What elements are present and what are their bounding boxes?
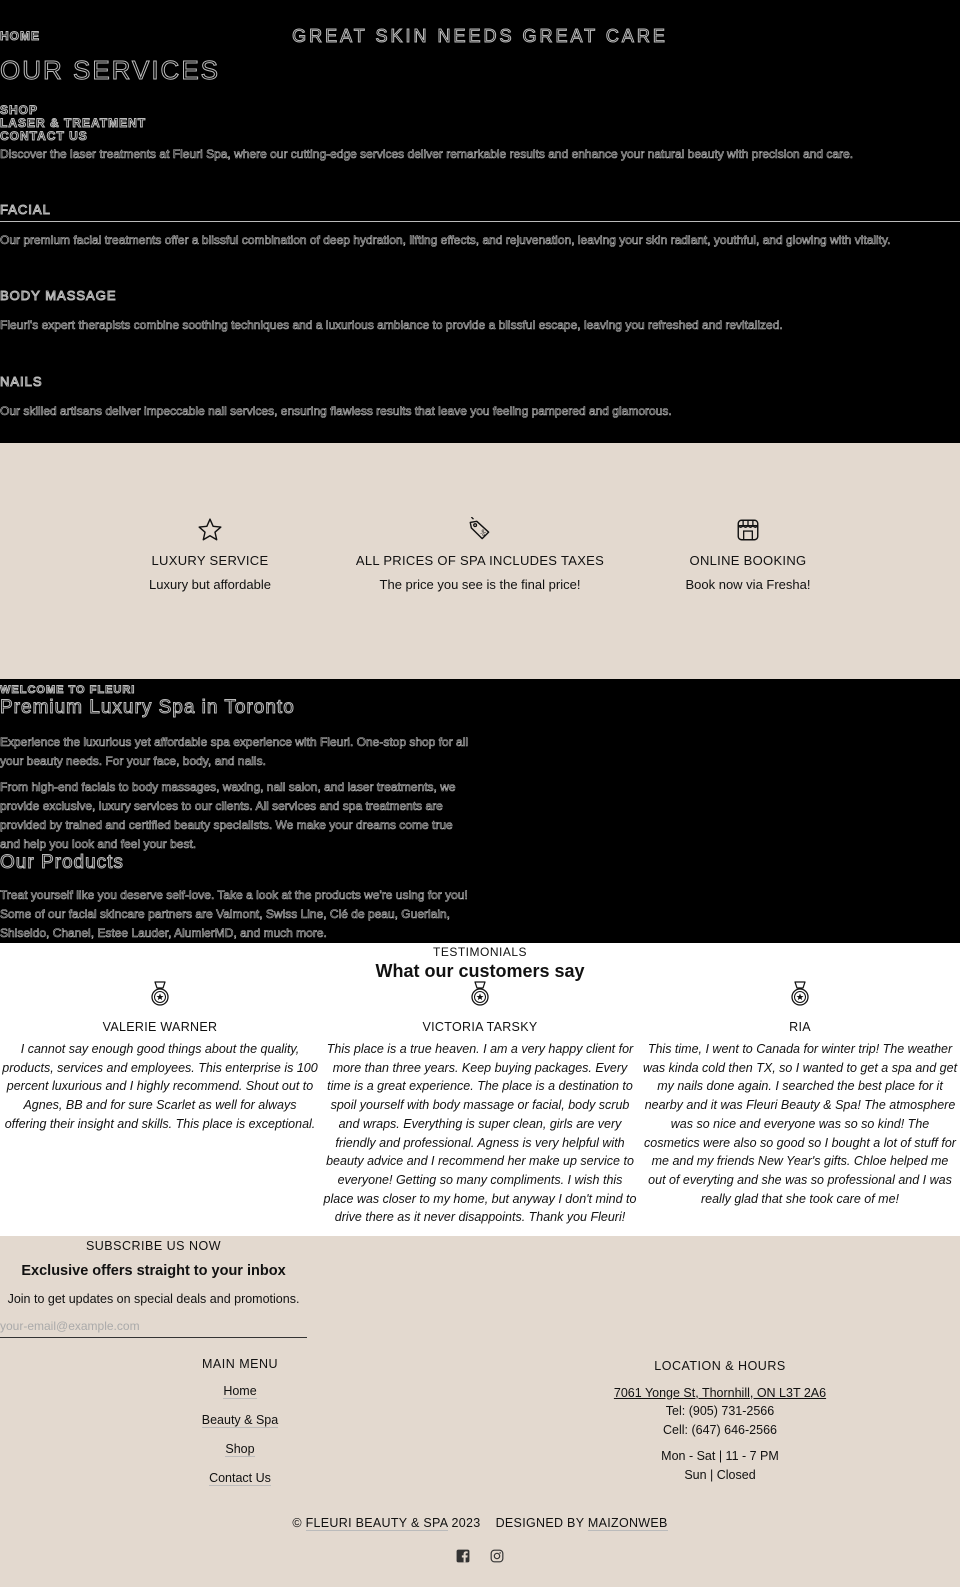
divider xyxy=(0,221,960,222)
about-eyebrow: WELCOME TO FLEURI xyxy=(0,684,136,696)
feature-booking[interactable] xyxy=(598,517,898,592)
address-link[interactable]: 7061 Yonge St, Thornhill, ON L3T 2A6 xyxy=(613,1385,827,1400)
service-facial-desc-wrap xyxy=(0,233,960,247)
facebook-icon[interactable] xyxy=(456,1549,470,1563)
laser-service-desc: Discover the laser treatments at Fleuri Spa, where our cutting-edge services deliver remarkable results and enhance your natural beauty with precision and care. xyxy=(0,147,854,161)
phone-cell[interactable]: Cell: (647) 646-2566 xyxy=(663,1422,777,1437)
service-facial xyxy=(0,202,960,217)
about-paragraph-1: Experience the luxurious yet affordable spa experience with Fleuri. One-stop shop for all your beauty needs. For your face, body, and nails. xyxy=(0,735,469,768)
testimonials-eyebrow: TESTIMONIALS xyxy=(432,945,527,959)
feature-title: ONLINE BOOKING xyxy=(689,553,807,568)
testimonial-quote: I cannot say enough good things about the quality, products, services and employees. This enterprise is 100 percent luxurious and I highly recommend. Shout out to Agnes, BB and for sure Scarlet as well for always offering their insight and skills. This place is exceptional. xyxy=(2,1042,318,1131)
feature-title: LUXURY SERVICE xyxy=(151,553,269,568)
products-title: Our Products xyxy=(0,852,124,873)
feature-desc: The price you see is the final price! xyxy=(379,577,581,592)
location-title: LOCATION & HOURS xyxy=(654,1359,786,1373)
hero-tagline: GREAT SKIN NEEDS GREAT CARE xyxy=(292,26,668,46)
price-tag-icon xyxy=(467,517,493,543)
testimonial-card xyxy=(320,981,640,1227)
nav-laser-link[interactable]: LASER & TREATMENT xyxy=(0,116,147,130)
copyright-year: 2023 xyxy=(451,1516,481,1530)
service-body-massage xyxy=(0,288,960,332)
testimonials-section xyxy=(0,943,960,1236)
location-hours xyxy=(480,1357,960,1484)
services-hero xyxy=(0,0,960,443)
social-links xyxy=(0,1547,960,1565)
service-name: FACIAL xyxy=(0,202,51,217)
menu-link-home[interactable]: Home xyxy=(223,1384,257,1398)
feature-title: ALL PRICES OF SPA INCLUDES TAXES xyxy=(355,553,605,568)
testimonial-name: RIA xyxy=(789,1020,811,1034)
hero-nav xyxy=(0,104,146,143)
nav-home-link[interactable]: HOME xyxy=(0,29,40,43)
service-desc: Our skilled artisans deliver impeccable nail services, ensuring flawless results that leave you feeling pampered and glamorous. xyxy=(0,404,672,418)
designed-by-label: DESIGNED BY xyxy=(495,1516,585,1530)
nav-contact-link[interactable]: CONTACT US xyxy=(0,129,88,143)
feature-desc: Book now via Fresha! xyxy=(685,577,811,592)
footer xyxy=(0,1236,960,1587)
service-nails xyxy=(0,374,960,418)
medal-icon xyxy=(149,981,171,1007)
store-icon xyxy=(735,517,761,543)
menu-link-beauty-spa[interactable]: Beauty & Spa xyxy=(201,1413,279,1427)
instagram-icon[interactable] xyxy=(490,1549,504,1563)
subscribe-title: Exclusive offers straight to your inbox xyxy=(21,1263,286,1279)
testimonial-quote: This time, I went to Canada for winter trip! The weather was kinda cold then TX, so I wanted to get a spa and get my nails done again. I searched the best place for it nearby and it was Fleuri Beauty & Spa! The atmosphere was so nice and everyone was so so kind! The cosmetics were also so good so I bought a lot of stuff for me and my friends New Year's gifts. Chloe helped me out of everyting and she was so professional and I was really glad that she took care of me! xyxy=(642,1042,958,1206)
nav-shop-link[interactable]: SHOP xyxy=(0,103,39,117)
laser-service xyxy=(0,147,960,161)
feature-luxury xyxy=(60,517,360,592)
main-menu-title: MAIN MENU xyxy=(201,1357,279,1371)
service-desc: Our premium facial treatments offer a blissful combination of deep hydration, lifting effects, and rejuvenation, leaving your skin radiant, youthful, and glowing with vitality. xyxy=(0,233,891,247)
features-section xyxy=(0,443,960,679)
products-paragraph: Treat yourself like you deserve self-love. Take a look at the products we're using for you! Some of our facial skincare partners are Valmont, Swiss Line, Clé de peau, Guerlain, Shiseido, Chanel, Estee Lauder, AlumierMD, and much more. xyxy=(0,888,468,940)
menu-link-shop[interactable]: Shop xyxy=(225,1442,255,1456)
testimonial-card xyxy=(0,981,320,1134)
about-title: Premium Luxury Spa in Toronto xyxy=(0,697,295,718)
service-desc: Fleuri's expert therapists combine soothing techniques and a luxurious ambiance to provide a blissful escape, leaving you refreshed and revitalized. xyxy=(0,318,783,332)
copyright xyxy=(0,1516,960,1530)
hours-sunday: Sun | Closed xyxy=(684,1467,756,1482)
brand-link[interactable]: FLEURI BEAUTY & SPA xyxy=(305,1516,448,1530)
service-name: BODY MASSAGE xyxy=(0,288,117,303)
testimonials-title: What our customers say xyxy=(375,961,585,981)
about-paragraph-2: From high-end facials to body massages, waxing, nail salon, and laser treatments, we provide exclusive, luxury services to our clients. All services and spa treatments are provided by trained and certified beauty specialists. We make your dreams come true and help you look and feel your best. xyxy=(0,780,456,851)
email-input[interactable] xyxy=(0,1314,307,1338)
feature-desc: Luxury but affordable xyxy=(149,577,271,592)
testimonial-name: VICTORIA TARSKY xyxy=(422,1020,538,1034)
hours-weekdays: Mon - Sat | 11 - 7 PM xyxy=(661,1449,779,1463)
agency-link[interactable]: MAIZONWEB xyxy=(587,1516,668,1530)
page-title: OUR SERVICES xyxy=(0,55,221,85)
star-icon xyxy=(197,517,223,543)
medal-icon xyxy=(469,981,491,1007)
menu-link-contact-us[interactable]: Contact Us xyxy=(209,1471,271,1485)
subscribe-eyebrow: SUBSCRIBE US NOW xyxy=(85,1239,222,1253)
testimonial-card xyxy=(640,981,960,1208)
service-name: NAILS xyxy=(0,374,43,389)
about-section xyxy=(0,679,960,943)
feature-prices xyxy=(330,517,630,592)
testimonial-quote: This place is a true heaven. I am a very happy client for more than three years. Keep buying packages. Every time is a great experience. The place is a destination to spoil yourself with body massage or facial, body scrub and wraps. Everything is super clean, girls are very friendly and professional. Agness is very helpful with beauty advice and I recommend her make up service to everyone! Getting so many compliments. I wish this place was closer to my home, but anyway I don't mind to drive there as it never disappoints. Thank you Fleuri! xyxy=(323,1042,637,1225)
phone-tel[interactable]: Tel: (905) 731-2566 xyxy=(665,1404,775,1418)
subscribe-desc: Join to get updates on special deals and promotions. xyxy=(7,1292,300,1306)
main-menu xyxy=(0,1357,480,1487)
copyright-symbol: © xyxy=(292,1516,302,1530)
medal-icon xyxy=(789,981,811,1007)
testimonial-name: VALERIE WARNER xyxy=(102,1020,218,1034)
svg-text:%: % xyxy=(477,527,489,539)
